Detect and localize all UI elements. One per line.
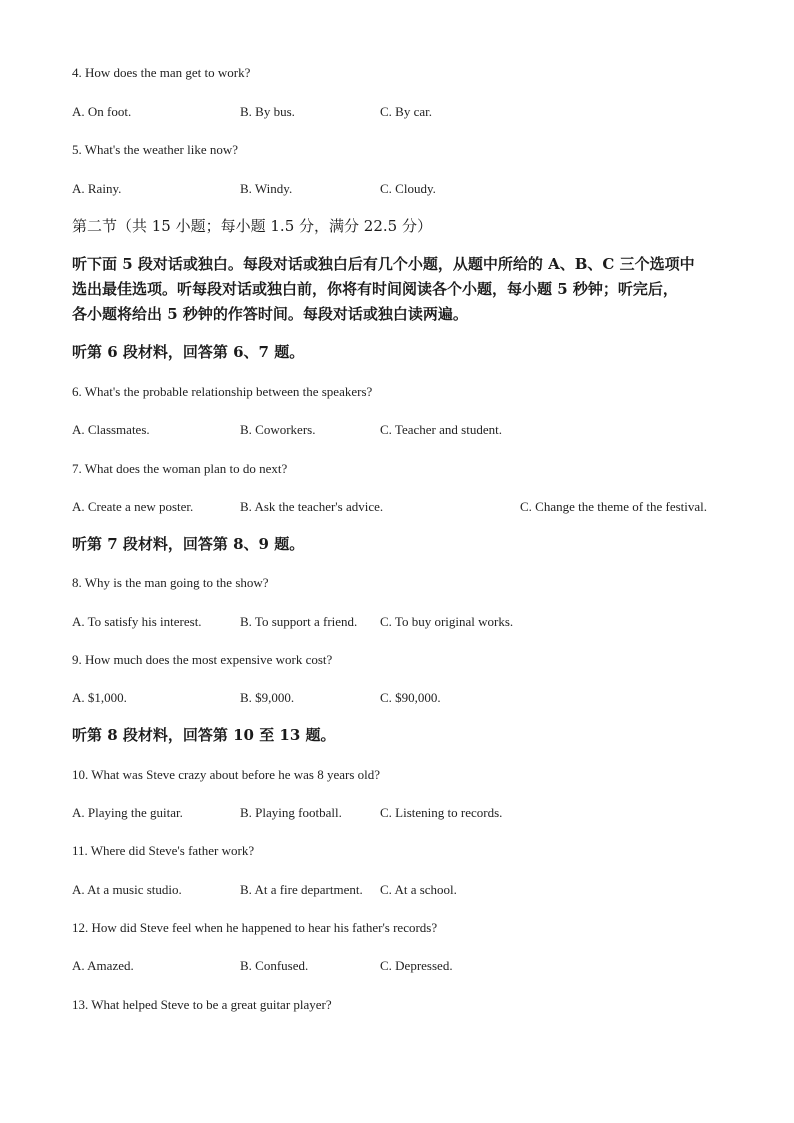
question-11-option-a: A. At a music studio.: [72, 882, 182, 897]
question-7-option-c: C. Change the theme of the festival.: [520, 499, 708, 514]
question-9-option-c: C. $90,000.: [380, 690, 441, 705]
question-12-option-b: B. Confused.: [240, 958, 309, 973]
instruction-line-1: 听下面 5 段对话或独白。每段对话或独白后有几个小题，从题中所给的 A、B、C 三个选项中: [72, 255, 695, 273]
material-6-heading: 听第 6 段材料，回答第 6、7 题。: [72, 343, 305, 361]
question-12-option-c: C. Depressed.: [380, 958, 453, 973]
question-12-option-a: A. Amazed.: [72, 958, 134, 973]
question-6-option-c: C. Teacher and student.: [380, 422, 502, 437]
question-10-option-a: A. Playing the guitar.: [72, 805, 183, 820]
question-4: 4. How does the man get to work?: [72, 65, 251, 80]
question-8-option-c: C. To buy original works.: [380, 614, 514, 629]
question-10: 10. What was Steve crazy about before he was 8 years old?: [72, 767, 381, 782]
question-7-option-b: B. Ask the teacher's advice.: [240, 499, 384, 514]
question-10-option-c: C. Listening to records.: [380, 805, 503, 820]
question-5-option-c: C. Cloudy.: [380, 181, 436, 196]
question-6-option-b: B. Coworkers.: [240, 422, 316, 437]
question-9: 9. How much does the most expensive work cost?: [72, 652, 333, 667]
material-7-heading: 听第 7 段材料，回答第 8、9 题。: [72, 535, 305, 553]
question-9-option-a: A. $1,000.: [72, 690, 127, 705]
section-2-instructions: [72, 252, 727, 327]
question-4-option-c: C. By car.: [380, 104, 432, 119]
question-11: 11. Where did Steve's father work?: [72, 843, 255, 858]
question-8-option-a: A. To satisfy his interest.: [72, 614, 202, 629]
question-11-option-c: C. At a school.: [380, 882, 457, 897]
question-10-option-b: B. Playing football.: [240, 805, 342, 820]
section-2-heading: 第二节（共 15 小题；每小题 1.5 分，满分 22.5 分）: [72, 217, 432, 235]
question-6: 6. What's the probable relationship between the speakers?: [72, 384, 373, 399]
question-9-option-b: B. $9,000.: [240, 690, 295, 705]
material-8-heading: 听第 8 段材料，回答第 10 至 13 题。: [72, 726, 336, 744]
question-12: 12. How did Steve feel when he happened to hear his father's records?: [72, 920, 438, 935]
question-5-option-b: B. Windy.: [240, 181, 293, 196]
question-6-option-a: A. Classmates.: [72, 422, 150, 437]
question-8: 8. Why is the man going to the show?: [72, 575, 269, 590]
question-5-option-a: A. Rainy.: [72, 181, 122, 196]
question-4-option-b: B. By bus.: [240, 104, 295, 119]
question-13: 13. What helped Steve to be a great guitar player?: [72, 997, 332, 1012]
question-4-option-a: A. On foot.: [72, 104, 132, 119]
question-5: 5. What's the weather like now?: [72, 142, 238, 157]
question-7-option-a: A. Create a new poster.: [72, 499, 194, 514]
instruction-line-3: 各小题将给出 5 秒钟的作答时间。每段对话或独白读两遍。: [72, 305, 468, 323]
question-8-option-b: B. To support a friend.: [240, 614, 358, 629]
question-11-option-b: B. At a fire department.: [240, 882, 363, 897]
question-7: 7. What does the woman plan to do next?: [72, 461, 288, 476]
instruction-line-2: 选出最佳选项。听每段对话或独白前，你将有时间阅读各个小题，每小题 5 秒钟；听完后，: [72, 280, 678, 298]
